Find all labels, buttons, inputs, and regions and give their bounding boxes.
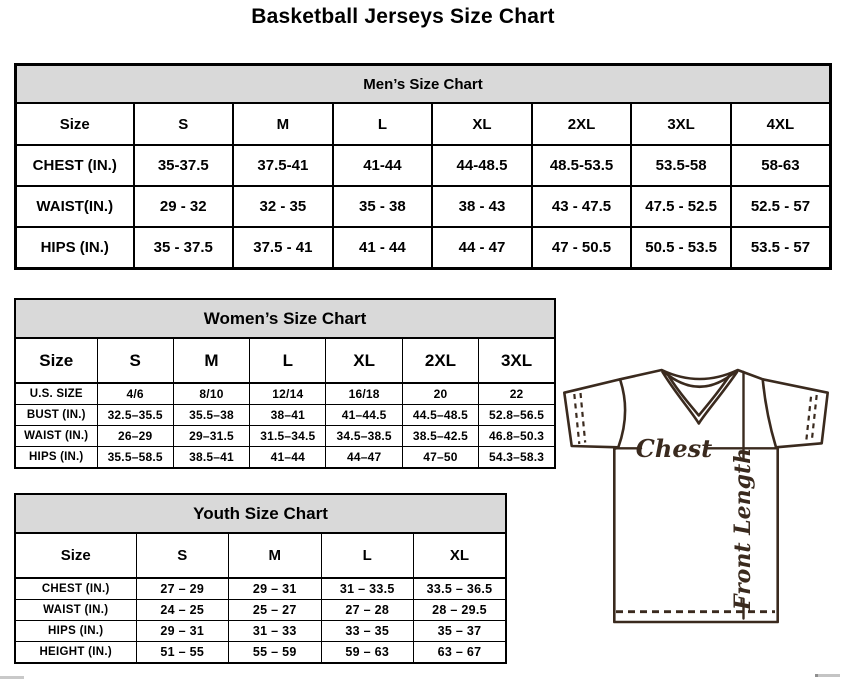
table-cell: 51 – 55	[136, 642, 229, 664]
table-cell: 29–31.5	[173, 426, 249, 447]
table-cell: 44–47	[326, 447, 402, 469]
row-label: HIPS (IN.)	[16, 227, 134, 269]
table-cell: 35-37.5	[134, 145, 234, 186]
row-label: U.S. SIZE	[15, 383, 97, 405]
table-cell: 33 – 35	[321, 621, 414, 642]
column-header-2xl: 2XL	[532, 103, 632, 145]
column-header-xl: XL	[432, 103, 532, 145]
jersey-measurement-diagram	[558, 362, 838, 678]
table-cell: 41 - 44	[333, 227, 433, 269]
table-cell: 37.5-41	[233, 145, 333, 186]
table-cell: 27 – 28	[321, 600, 414, 621]
table-cell: 8/10	[173, 383, 249, 405]
table-row-hips	[15, 447, 555, 469]
table-cell: 32.5–35.5	[97, 405, 173, 426]
row-label: CHEST (IN.)	[16, 145, 134, 186]
youth-size-table	[14, 493, 507, 664]
table-cell: 44-48.5	[432, 145, 532, 186]
row-label: BUST (IN.)	[15, 405, 97, 426]
column-header-s: S	[97, 338, 173, 383]
table-cell: 52.5 - 57	[731, 186, 831, 227]
page-title: Basketball Jerseys Size Chart	[251, 5, 555, 28]
womens-table-title: Women’s Size Chart	[15, 299, 555, 338]
table-row-hips	[16, 227, 831, 269]
table-cell: 24 – 25	[136, 600, 229, 621]
table-cell: 35.5–58.5	[97, 447, 173, 469]
table-cell: 44 - 47	[432, 227, 532, 269]
table-cell: 31 – 33.5	[321, 578, 414, 600]
row-label: HIPS (IN.)	[15, 621, 136, 642]
column-header-s: S	[134, 103, 234, 145]
table-cell: 38.5–42.5	[402, 426, 478, 447]
table-cell: 41–44	[250, 447, 326, 469]
table-cell: 20	[402, 383, 478, 405]
table-cell: 16/18	[326, 383, 402, 405]
table-cell: 47.5 - 52.5	[631, 186, 731, 227]
table-cell: 29 – 31	[136, 621, 229, 642]
table-cell: 27 – 29	[136, 578, 229, 600]
row-label: CHEST (IN.)	[15, 578, 136, 600]
mens-size-table	[14, 63, 832, 270]
table-cell: 53.5-58	[631, 145, 731, 186]
table-title-row	[15, 299, 555, 338]
column-header-m: M	[173, 338, 249, 383]
chest-label: Chest	[635, 434, 713, 463]
table-row-height	[15, 642, 506, 664]
jersey-outline	[564, 370, 827, 622]
table-cell: 25 – 27	[229, 600, 322, 621]
column-header-l: L	[321, 533, 414, 578]
table-cell: 38–41	[250, 405, 326, 426]
scrollbar-cap	[815, 674, 818, 677]
row-label: WAIST (IN.)	[15, 600, 136, 621]
table-row-waist	[15, 600, 506, 621]
front-length-label: Front Length	[730, 447, 756, 611]
table-title-row	[15, 494, 506, 533]
column-header-4xl: 4XL	[731, 103, 831, 145]
table-cell: 55 – 59	[229, 642, 322, 664]
table-cell: 35 - 38	[333, 186, 433, 227]
row-label: WAIST(IN.)	[16, 186, 134, 227]
table-cell: 41–44.5	[326, 405, 402, 426]
table-row-waist	[16, 186, 831, 227]
table-cell: 35 - 37.5	[134, 227, 234, 269]
table-cell: 43 - 47.5	[532, 186, 632, 227]
table-title-row	[16, 65, 831, 104]
column-header-3xl: 3XL	[479, 338, 555, 383]
youth-table-title: Youth Size Chart	[15, 494, 506, 533]
column-header-2xl: 2XL	[402, 338, 478, 383]
table-cell: 47–50	[402, 447, 478, 469]
table-cell: 54.3–58.3	[479, 447, 555, 469]
table-cell: 33.5 – 36.5	[414, 578, 507, 600]
table-cell: 50.5 - 53.5	[631, 227, 731, 269]
table-cell: 48.5-53.5	[532, 145, 632, 186]
row-label: HIPS (IN.)	[15, 447, 97, 469]
table-row-waist	[15, 426, 555, 447]
column-header-xl: XL	[326, 338, 402, 383]
table-cell: 31 – 33	[229, 621, 322, 642]
table-row-us-size	[15, 383, 555, 405]
table-cell: 38 - 43	[432, 186, 532, 227]
table-cell: 41-44	[333, 145, 433, 186]
column-header-size: Size	[16, 103, 134, 145]
table-cell: 46.8–50.3	[479, 426, 555, 447]
table-cell: 34.5–38.5	[326, 426, 402, 447]
column-header-xl: XL	[414, 533, 507, 578]
womens-size-table	[14, 298, 556, 469]
table-cell: 44.5–48.5	[402, 405, 478, 426]
header-row	[16, 103, 831, 145]
table-row-chest	[15, 578, 506, 600]
table-cell: 47 - 50.5	[532, 227, 632, 269]
table-cell: 35 – 37	[414, 621, 507, 642]
column-header-size: Size	[15, 533, 136, 578]
table-cell: 58-63	[731, 145, 831, 186]
table-cell: 35.5–38	[173, 405, 249, 426]
column-header-s: S	[136, 533, 229, 578]
row-label: HEIGHT (IN.)	[15, 642, 136, 664]
table-cell: 38.5–41	[173, 447, 249, 469]
table-cell: 53.5 - 57	[731, 227, 831, 269]
row-label: WAIST (IN.)	[15, 426, 97, 447]
table-cell: 26–29	[97, 426, 173, 447]
header-row	[15, 533, 506, 578]
table-cell: 52.8–56.5	[479, 405, 555, 426]
table-row-bust	[15, 405, 555, 426]
column-header-m: M	[229, 533, 322, 578]
table-row-hips	[15, 621, 506, 642]
header-row	[15, 338, 555, 383]
table-cell: 37.5 - 41	[233, 227, 333, 269]
table-cell: 63 – 67	[414, 642, 507, 664]
table-cell: 32 - 35	[233, 186, 333, 227]
table-cell: 28 – 29.5	[414, 600, 507, 621]
column-header-3xl: 3XL	[631, 103, 731, 145]
table-cell: 29 – 31	[229, 578, 322, 600]
table-cell: 12/14	[250, 383, 326, 405]
jersey-diagram-svg	[558, 362, 838, 678]
column-header-size: Size	[15, 338, 97, 383]
table-cell: 4/6	[97, 383, 173, 405]
table-cell: 22	[479, 383, 555, 405]
column-header-l: L	[333, 103, 433, 145]
horizontal-scrollbar-fragment[interactable]	[815, 674, 840, 677]
mens-table-title: Men’s Size Chart	[16, 65, 831, 104]
table-cell: 29 - 32	[134, 186, 234, 227]
table-row-chest	[16, 145, 831, 186]
table-cell: 31.5–34.5	[250, 426, 326, 447]
table-cell: 59 – 63	[321, 642, 414, 664]
column-header-m: M	[233, 103, 333, 145]
column-header-l: L	[250, 338, 326, 383]
